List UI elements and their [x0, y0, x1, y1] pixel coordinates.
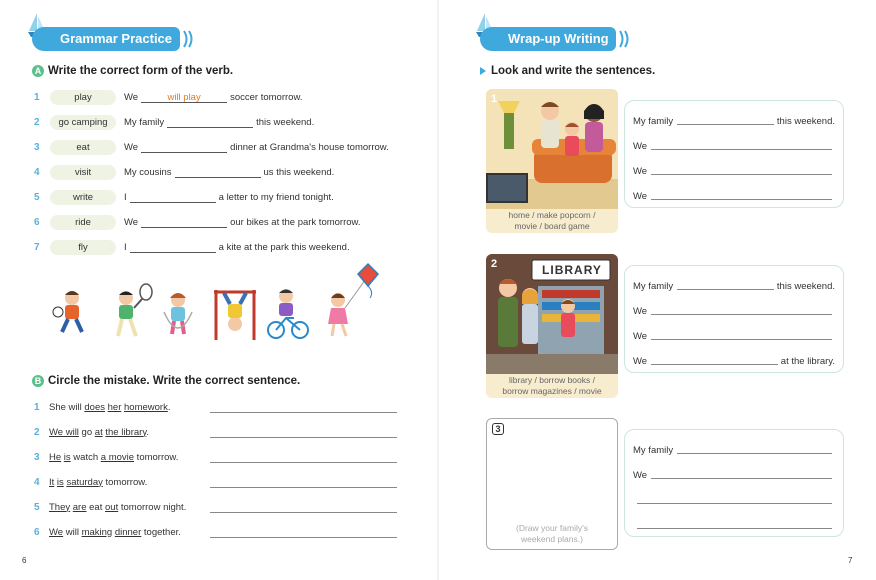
line-tail: at the library. — [780, 356, 835, 367]
sentence-text: together. — [141, 526, 181, 538]
bike-kid-icon — [268, 289, 308, 338]
mistake-sentence — [49, 477, 147, 488]
item-number: 2 — [34, 116, 40, 128]
item-number: 4 — [34, 166, 40, 178]
writing-line[interactable] — [633, 113, 835, 127]
right-page — [438, 0, 876, 580]
verb-chip: ride — [50, 215, 116, 230]
writing-line[interactable] — [633, 278, 835, 292]
correction-line[interactable] — [210, 462, 397, 463]
circle-option[interactable]: the library — [105, 426, 147, 438]
writing-line[interactable] — [633, 442, 835, 456]
circle-option[interactable]: at — [94, 426, 103, 438]
section-a-heading — [32, 65, 233, 77]
line-lead: My family — [633, 281, 674, 292]
mistake-sentence — [49, 452, 178, 463]
sentence-start: We — [124, 91, 139, 103]
sentence-text: tomorrow. — [134, 451, 179, 463]
verb-chip: eat — [50, 140, 116, 155]
sentence-end: soccer tomorrow. — [230, 91, 303, 103]
panel-caption-line2: movie / board game — [514, 221, 590, 231]
sentence-text: watch — [70, 451, 101, 463]
panel-caption-line1: (Draw your family's — [516, 523, 588, 533]
item-number: 5 — [34, 501, 40, 513]
panel-number: 3 — [492, 423, 504, 435]
sentence-end: our bikes at the park tomorrow. — [230, 216, 361, 228]
writing-line[interactable] — [633, 328, 835, 342]
line-lead: We — [633, 166, 648, 177]
correction-line[interactable] — [210, 487, 397, 488]
mistake-row — [34, 524, 181, 540]
triangle-bullet-icon — [480, 67, 486, 75]
writing-line[interactable] — [633, 467, 835, 481]
item-number: 1 — [34, 401, 40, 413]
circle-option[interactable]: saturday — [66, 476, 103, 488]
sentence-end: dinner at Grandma's house tomorrow. — [230, 141, 389, 153]
section-b-instruction: Circle the mistake. Write the correct sentence. — [48, 375, 301, 387]
picture-panel-2 — [486, 254, 618, 398]
circle-option[interactable]: homework — [124, 401, 168, 413]
answer-blank[interactable] — [175, 167, 261, 178]
answer-blank[interactable] — [141, 217, 227, 228]
jumprope-kid-icon — [164, 293, 192, 334]
answer-blank[interactable] — [130, 192, 216, 203]
circle-option[interactable]: We will — [49, 426, 79, 438]
sentence-end: this weekend. — [256, 116, 315, 128]
section-b-badge: B — [32, 375, 44, 387]
sentence-start: My cousins — [124, 166, 172, 178]
section-a-instruction: Write the correct form of the verb. — [48, 65, 234, 77]
panel-caption-line1: library / borrow books / — [509, 375, 595, 385]
item-number: 5 — [34, 191, 40, 203]
exercise-row — [34, 189, 334, 205]
sentence-start: My family — [124, 116, 165, 128]
writing-line[interactable] — [633, 188, 835, 202]
writing-line[interactable] — [633, 353, 835, 367]
correction-line[interactable] — [210, 537, 397, 538]
mistake-row — [34, 424, 149, 440]
circle-option[interactable]: her — [107, 401, 122, 413]
tennis-kid-icon — [118, 284, 152, 336]
correction-line[interactable] — [210, 437, 397, 438]
mistake-row — [34, 499, 186, 515]
line-lead: My family — [633, 445, 674, 456]
mistake-row — [34, 399, 170, 415]
answer-blank[interactable]: will play — [141, 92, 227, 103]
mistake-sentence — [49, 427, 149, 438]
drawing-panel-3[interactable] — [486, 418, 618, 550]
sentence-start: I — [124, 241, 127, 253]
circle-option[interactable]: It — [49, 476, 55, 488]
sentence-end: a letter to my friend tonight. — [218, 191, 334, 203]
writing-line[interactable] — [633, 517, 835, 531]
panel-number: 1 — [491, 93, 498, 105]
item-number: 3 — [34, 141, 40, 153]
sentence-end: us this weekend. — [263, 166, 335, 178]
answer-blank[interactable] — [141, 142, 227, 153]
sentence-start: I — [124, 191, 127, 203]
picture-panel-1 — [486, 89, 618, 233]
verb-chip: play — [50, 90, 116, 105]
section-b-heading — [32, 375, 300, 387]
line-lead: We — [633, 356, 648, 367]
writing-heading — [480, 65, 655, 77]
section-title: Grammar Practice — [32, 27, 180, 51]
writing-box-3[interactable] — [624, 429, 844, 537]
panel-caption-line2: borrow magazines / movie — [502, 386, 602, 396]
wrapup-writing-ribbon — [480, 27, 630, 51]
mistake-row — [34, 449, 178, 465]
circle-option[interactable]: is — [63, 451, 71, 463]
circle-option[interactable]: a movie — [100, 451, 135, 463]
circle-option[interactable]: He — [49, 451, 62, 463]
mistake-sentence — [49, 527, 181, 538]
circle-option[interactable]: out — [105, 501, 119, 513]
correction-line[interactable] — [210, 412, 397, 413]
item-number: 7 — [34, 241, 40, 253]
circle-option[interactable]: is — [56, 476, 64, 488]
panel-caption-line1: home / make popcorn / — [508, 210, 596, 220]
verb-chip: go camping — [50, 115, 116, 130]
kids-activities-illustration — [48, 262, 388, 344]
line-lead: We — [633, 306, 648, 317]
exercise-row — [34, 214, 361, 230]
line-lead: My family — [633, 116, 674, 127]
circle-option[interactable]: making — [81, 526, 113, 538]
item-number: 3 — [34, 451, 40, 463]
section-title: Wrap-up Writing — [480, 27, 616, 51]
library-sign: LIBRARY — [542, 263, 602, 277]
page-number-right: 7 — [848, 556, 853, 565]
exercise-row — [34, 114, 314, 130]
circle-option[interactable]: are — [72, 501, 87, 513]
writing-box-1[interactable] — [624, 100, 844, 208]
verb-chip: write — [50, 190, 116, 205]
page-number-left: 6 — [22, 556, 27, 565]
sentence-text: tomorrow. — [102, 476, 148, 488]
line-lead: We — [633, 470, 648, 481]
kite-kid-icon — [328, 264, 378, 336]
panel-number: 2 — [491, 258, 498, 270]
item-number: 6 — [34, 216, 40, 228]
sentence-text: . — [146, 426, 150, 438]
verb-chip: fly — [50, 240, 116, 255]
mistake-row — [34, 474, 147, 490]
sentence-text: . — [167, 401, 171, 413]
exercise-row — [34, 164, 334, 180]
section-a-badge: A — [32, 65, 44, 77]
grammar-practice-ribbon — [32, 27, 192, 51]
sentence-text: tomorrow night. — [118, 501, 187, 513]
writing-line[interactable] — [633, 163, 835, 177]
writing-box-2[interactable] — [624, 265, 844, 373]
writing-line[interactable] — [633, 492, 835, 506]
item-number: 1 — [34, 91, 40, 103]
sentence-text: will — [63, 526, 82, 538]
line-lead: We — [633, 191, 648, 202]
panel-caption-line2: weekend plans.) — [521, 534, 583, 544]
writing-line[interactable] — [633, 303, 835, 317]
ribbon-wave-icon — [618, 29, 634, 49]
sentence-text: She will — [49, 401, 85, 413]
circle-option[interactable]: does — [84, 401, 105, 413]
sentence-text: eat — [86, 501, 105, 513]
line-lead: We — [633, 141, 648, 152]
verb-chip: visit — [50, 165, 116, 180]
answer-blank[interactable] — [167, 117, 253, 128]
item-number: 4 — [34, 476, 40, 488]
item-number: 2 — [34, 426, 40, 438]
sentence-end: a kite at the park this weekend. — [218, 241, 350, 253]
mistake-sentence — [49, 402, 170, 413]
exercise-row — [34, 239, 350, 255]
exercise-row — [34, 89, 302, 105]
monkeybars-kid-icon — [214, 290, 256, 340]
line-tail: this weekend. — [776, 281, 835, 292]
writing-instruction: Look and write the sentences. — [491, 65, 656, 77]
ribbon-wave-icon — [182, 29, 198, 49]
line-lead: We — [633, 331, 648, 342]
line-tail: this weekend. — [776, 116, 835, 127]
answer-blank[interactable] — [130, 242, 216, 253]
sentence-start: We — [124, 141, 139, 153]
item-number: 6 — [34, 526, 40, 538]
circle-option[interactable]: We — [49, 526, 64, 538]
circle-option[interactable]: dinner — [114, 526, 142, 538]
exercise-row — [34, 139, 389, 155]
mistake-sentence — [49, 502, 186, 513]
correction-line[interactable] — [210, 512, 397, 513]
circle-option[interactable]: They — [49, 501, 71, 513]
sentence-start: We — [124, 216, 139, 228]
soccer-kid-icon — [53, 291, 82, 332]
writing-line[interactable] — [633, 138, 835, 152]
family-couch-illustration — [486, 89, 618, 209]
sentence-text: go — [78, 426, 95, 438]
